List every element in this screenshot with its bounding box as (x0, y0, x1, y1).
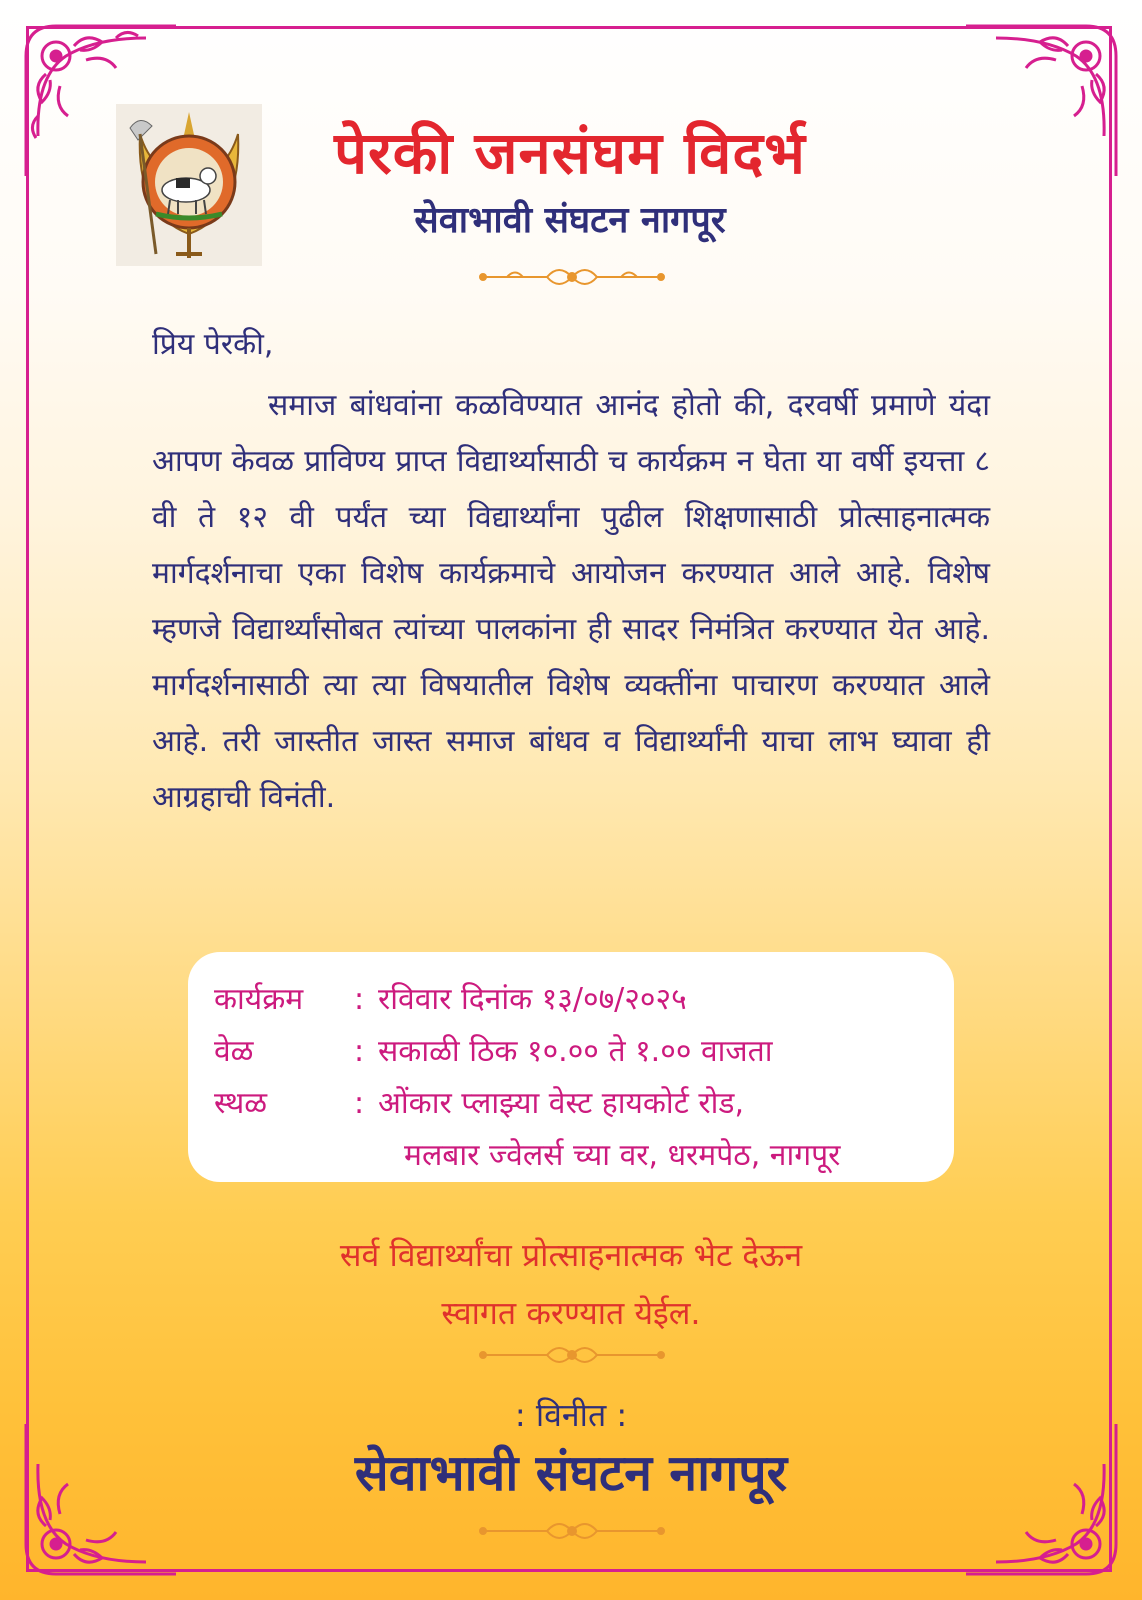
flourish-divider-icon (477, 1340, 667, 1370)
corner-ornament-icon (16, 1414, 186, 1584)
program-label: कार्यक्रम (214, 982, 304, 1017)
page-subtitle: सेवाभावी संघटन नागपूर (414, 200, 726, 241)
time-row (214, 1026, 930, 1078)
regards-label: : विनीत : (514, 1396, 628, 1434)
venue-label: स्थळ (214, 1086, 268, 1121)
corner-ornament-icon (956, 16, 1126, 186)
venue-line-2: मलबार ज्वेलर्स च्या वर, धरमपेठ, नागपूर (404, 1138, 841, 1173)
bull-trident-emblem-icon (116, 104, 262, 266)
colon: : (354, 982, 365, 1017)
venue-line-1: ओंकार प्लाझ्या वेस्ट हायकोर्ट रोड, (378, 1086, 744, 1121)
corner-ornament-icon (956, 1414, 1126, 1584)
colon: : (354, 1086, 365, 1121)
colon: : (354, 1034, 365, 1069)
time-value: सकाळी ठिक १०.०० ते १.०० वाजता (378, 1034, 773, 1069)
letter-greeting: प्रिय पेरकी, (152, 327, 274, 362)
event-details-card (188, 952, 954, 1182)
welcome-note-line-1: सर्व विद्यार्थ्यांचा प्रोत्साहनात्मक भेट देऊन (339, 1236, 803, 1274)
letter-body: समाज बांधवांना कळविण्यात आनंद होतो की, दरवर्षी प्रमाणे यंदा आपण केवळ प्राविण्य प्राप्त विद्यार्थ्यासाठी च कार्यक्रम न घेता या वर्षी इयत्ता ८ वी ते १२ वी पर्यंत च्या विद्यार्थ्यांना पुढील शिक्षणासाठी प्रोत्साहनात्मक मार्गदर्शनाचा एका विशेष कार्यक्रमाचे आयोजन करण्यात आले आहे. विशेष म्हणजे विद्यार्थ्यांसोबत त्यांच्या पालकांना ही सादर निमंत्रित करण्यात येत आहे. मार्गदर्शनासाठी त्या त्या विषयातील विशेष व्यक्तींना पाचारण करण्यात आले आहे. तरी जास्तीत जास्त समाज बांधव व विद्यार्थ्यांनी याचा लाभ घ्यावा ही आग्रहाची विनंती. (152, 388, 990, 815)
welcome-note-line-2: स्वागत करण्यात येईल. (441, 1294, 701, 1332)
page-title: पेरकी जनसंघम विदर्भ (334, 119, 806, 187)
program-row (214, 974, 930, 1026)
venue-row (214, 1078, 930, 1130)
signature: सेवाभावी संघटन नागपूर (354, 1444, 788, 1502)
flourish-divider-icon (477, 1516, 667, 1546)
time-label: वेळ (214, 1034, 254, 1069)
welcome-note (200, 1226, 942, 1342)
program-value: रविवार दिनांक १३/०७/२०२५ (378, 982, 687, 1017)
flourish-divider-icon (477, 262, 667, 292)
